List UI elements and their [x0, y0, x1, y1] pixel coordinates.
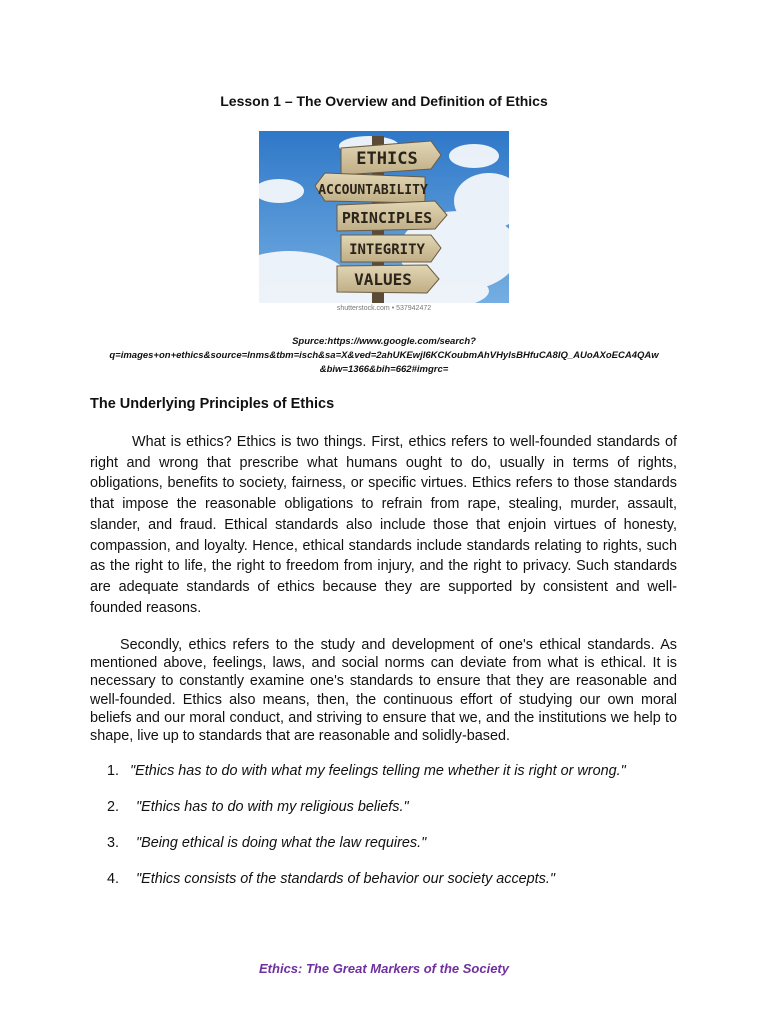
image-credit: shutterstock.com • 537942472	[336, 305, 432, 312]
paragraph-2	[90, 636, 677, 745]
list-item-text: "Ethics has to do with what my feelings telling me whether it is right or wrong."	[130, 763, 626, 779]
sign-principles-label: PRINCIPLES	[341, 209, 433, 227]
list-item-number: 4.	[107, 871, 120, 887]
list-item-text: "Being ethical is doing what the law requires."	[136, 835, 427, 851]
lesson-title: Lesson 1 – The Overview and Definition of Ethics	[220, 93, 548, 109]
list-item-number: 3.	[107, 835, 120, 851]
list-item	[90, 797, 690, 833]
ethics-signpost-image	[259, 131, 509, 303]
list-item	[90, 833, 690, 869]
list-item	[90, 761, 690, 797]
paragraph-1	[90, 432, 677, 618]
image-source-citation	[80, 335, 688, 377]
list-item-number: 1.	[107, 763, 120, 779]
paragraph-1-text: What is ethics? Ethics is two things. First, ethics refers to well-founded standards of right and wrong that prescribe what humans ought to do, usually in terms of rights, obligations, benefits to society, fairness, or specific virtues. Ethics refers to those standards that impose the reasonable obligations to refrain from rape, stealing, murder, assault, slander, and fraud. Ethical standards also include those that enjoin virtues of honesty, compassion, and loyalty. Hence, ethical standards include standards relating to rights, such as the right to life, the right to freedom from injury, and the right to privacy. Such standards are adequate standards of ethics because they are supported by consistent and well-founded reasons.	[90, 434, 677, 616]
misconceptions-list	[90, 761, 690, 905]
sign-values-label: VALUES	[354, 270, 412, 289]
paragraph-2-text: Secondly, ethics refers to the study and development of one's ethical standards. As mentioned above, feelings, laws, and social norms can deviate from what is ethical. It is necessary to constantly examine one's standards to ensure that they are reasonable and well-founded. Ethics also means, then, the continuous effort of studying our own moral beliefs and our moral conduct, and striving to ensure that we, and the institutions we help to shape, live up to standards that are reasonable and solidly-based.	[90, 637, 677, 745]
section-heading: The Underlying Principles of Ethics	[90, 396, 335, 412]
sign-integrity-label: INTEGRITY	[349, 242, 425, 258]
source-line-2: q=images+on+ethics&source=lnms&tbm=isch&sa=X&ved=2ahUKEwjl6KCKoubmAhVHylsBHfuCA8IQ_AUoAXoECA4QAw	[109, 350, 659, 361]
source-line-1: Spurce:https://www.google.com/search?	[292, 336, 476, 347]
list-item	[90, 869, 690, 905]
list-item-text: "Ethics consists of the standards of behavior our society accepts."	[136, 871, 555, 887]
sign-ethics-label: ETHICS	[356, 149, 418, 169]
list-item-text: "Ethics has to do with my religious beliefs."	[136, 799, 409, 815]
list-item-number: 2.	[107, 799, 120, 815]
signpost-illustration	[259, 131, 509, 303]
page-footer: Ethics: The Great Markers of the Society	[259, 961, 509, 976]
source-line-3: &biw=1366&bih=662#imgrc=	[319, 364, 449, 375]
sign-accountability-label: ACCOUNTABILITY	[318, 183, 428, 198]
